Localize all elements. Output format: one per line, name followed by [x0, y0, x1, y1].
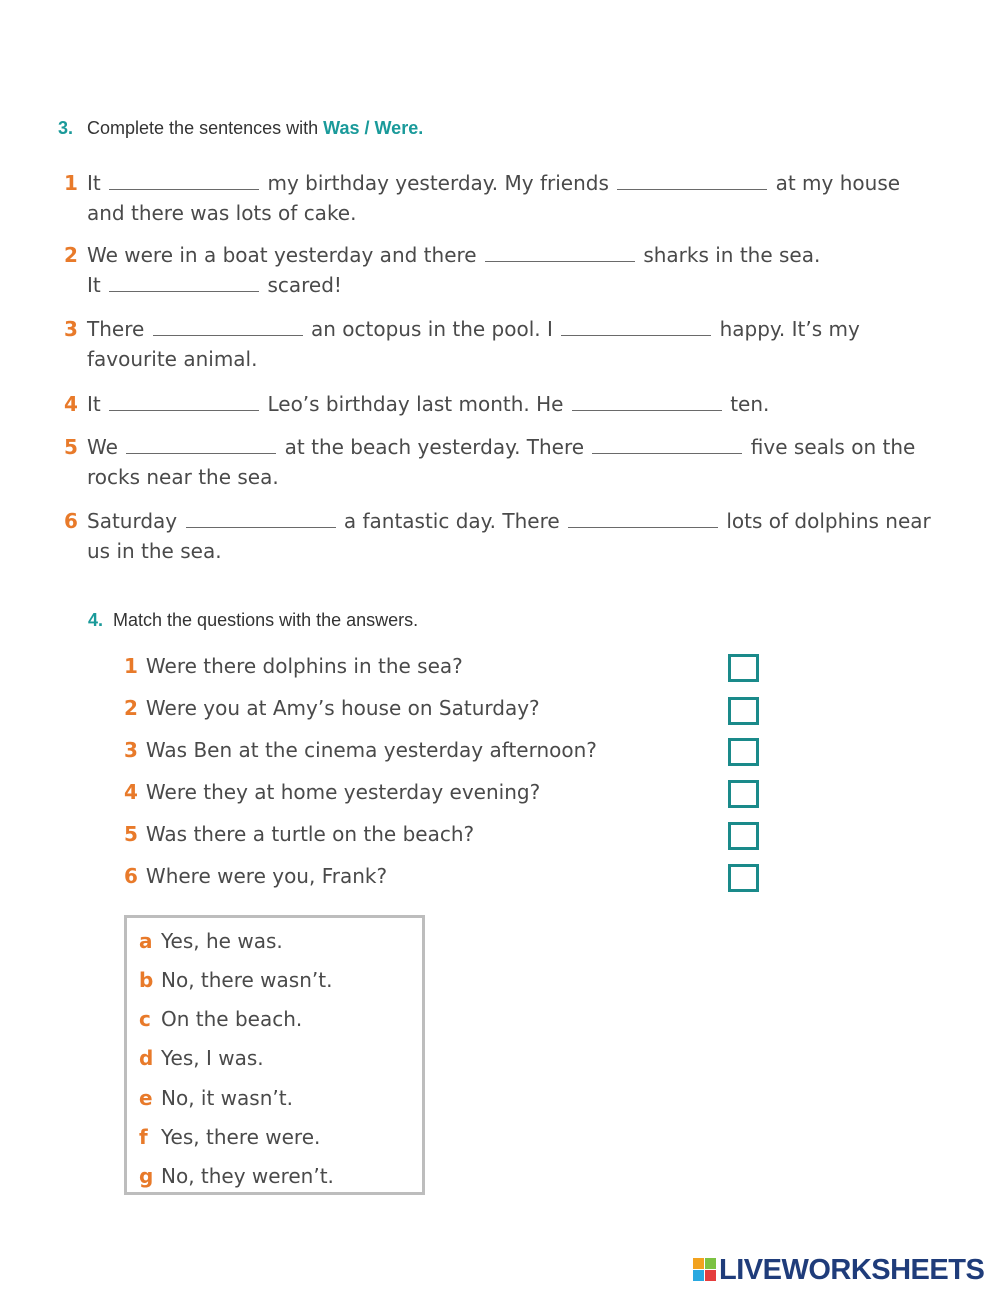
answer-letter: f — [139, 1125, 148, 1149]
question-number: 2 — [124, 696, 138, 720]
sentence-text: There — [87, 317, 145, 341]
exercise-3-keyword: Was / Were. — [323, 118, 424, 138]
answer-text: On the beach. — [161, 1007, 303, 1031]
question-2 — [124, 693, 540, 723]
answer-c — [139, 1005, 302, 1033]
answer-d — [139, 1044, 264, 1072]
question-number: 3 — [124, 738, 138, 762]
answer-f — [139, 1123, 320, 1151]
sentence-number: 6 — [64, 509, 78, 533]
sentence-3 — [64, 314, 944, 374]
question-text: Were they at home yesterday evening? — [145, 780, 541, 804]
exercise-4-number: 4. — [88, 610, 104, 630]
sentence-text: at the beach yesterday. There — [284, 435, 585, 459]
question-text: Were there dolphins in the sea? — [145, 654, 463, 678]
answer-letter: a — [139, 929, 153, 953]
answer-blank[interactable] — [561, 314, 711, 336]
sentence-6 — [64, 506, 944, 566]
sentence-text: We — [87, 435, 118, 459]
answer-box-4[interactable] — [728, 780, 759, 808]
answer-text: No, they weren’t. — [161, 1164, 334, 1188]
answer-text: No, it wasn’t. — [161, 1086, 293, 1110]
sentence-text: It — [87, 273, 101, 297]
answer-blank[interactable] — [109, 270, 259, 292]
question-text: Were you at Amy’s house on Saturday? — [145, 696, 540, 720]
sentence-text: It — [87, 171, 101, 195]
question-text: Was there a turtle on the beach? — [145, 822, 475, 846]
question-number: 4 — [124, 780, 138, 804]
sentence-number: 5 — [64, 435, 78, 459]
answers-panel — [124, 915, 425, 1195]
answer-blank[interactable] — [592, 432, 742, 454]
answer-box-2[interactable] — [728, 697, 759, 725]
exercise-3-number: 3. — [58, 118, 74, 138]
logo-mark-icon — [693, 1258, 717, 1282]
exercise-4-title — [88, 610, 418, 631]
answer-blank[interactable] — [109, 389, 259, 411]
answer-blank[interactable] — [186, 506, 336, 528]
answer-blank[interactable] — [485, 240, 635, 262]
answer-blank[interactable] — [109, 168, 259, 190]
question-5 — [124, 819, 474, 849]
sentence-2 — [64, 240, 944, 300]
answer-blank[interactable] — [617, 168, 767, 190]
question-text: Where were you, Frank? — [145, 864, 388, 888]
sentence-4 — [64, 389, 944, 419]
sentence-text: scared! — [267, 273, 342, 297]
answer-blank[interactable] — [153, 314, 303, 336]
sentence-number: 3 — [64, 317, 78, 341]
answer-blank[interactable] — [126, 432, 276, 454]
answer-letter: b — [139, 968, 154, 992]
answer-e — [139, 1084, 293, 1112]
answer-blank[interactable] — [572, 389, 722, 411]
answer-a — [139, 927, 283, 955]
answer-letter: d — [139, 1046, 154, 1070]
sentence-text: lots of dolphins near us in the sea. — [87, 509, 931, 563]
sentence-number: 4 — [64, 392, 78, 416]
answer-text: Yes, there were. — [161, 1125, 321, 1149]
exercise-3-instruction: Complete the sentences with — [87, 118, 319, 138]
question-4 — [124, 777, 540, 807]
exercise-3-title — [58, 118, 423, 139]
answer-box-3[interactable] — [728, 738, 759, 766]
question-number: 6 — [124, 864, 138, 888]
question-6 — [124, 861, 387, 891]
sentence-text: ten. — [730, 392, 770, 416]
question-number: 5 — [124, 822, 138, 846]
sentence-number: 2 — [64, 243, 78, 267]
question-3 — [124, 735, 597, 765]
sentence-text: my birthday yesterday. My friends — [267, 171, 609, 195]
sentence-number: 1 — [64, 171, 78, 195]
sentence-text: at my house and there was lots of cake. — [87, 171, 901, 225]
answer-box-5[interactable] — [728, 822, 759, 850]
question-1 — [124, 651, 463, 681]
sentence-text: We were in a boat yesterday and there — [87, 243, 477, 267]
sentence-text: an octopus in the pool. I — [311, 317, 553, 341]
answer-g — [139, 1162, 334, 1190]
answer-text: No, there wasn’t. — [161, 968, 333, 992]
sentence-5 — [64, 432, 944, 492]
answer-letter: e — [139, 1086, 153, 1110]
question-text: Was Ben at the cinema yesterday afternoon? — [145, 738, 597, 762]
exercise-4-instruction: Match the questions with the answers. — [113, 610, 419, 630]
sentence-text: It — [87, 392, 101, 416]
sentence-text: Leo’s birthday last month. He — [267, 392, 564, 416]
sentence-text: happy. It’s my favourite animal. — [87, 317, 860, 371]
answer-text: Yes, he was. — [161, 929, 283, 953]
question-number: 1 — [124, 654, 138, 678]
sentence-text: Saturday — [87, 509, 178, 533]
answer-box-1[interactable] — [728, 654, 759, 682]
sentence-text: five seals on the rocks near the sea. — [87, 435, 916, 489]
sentence-text: sharks in the sea. — [643, 243, 821, 267]
answer-blank[interactable] — [568, 506, 718, 528]
liveworksheets-logo — [693, 1254, 984, 1286]
answer-letter: g — [139, 1164, 154, 1188]
answer-box-6[interactable] — [728, 864, 759, 892]
sentence-1 — [64, 168, 944, 228]
sentence-text: a fantastic day. There — [343, 509, 560, 533]
answer-text: Yes, I was. — [161, 1046, 264, 1070]
answer-letter: c — [139, 1007, 151, 1031]
logo-text: LIVEWORKSHEETS — [719, 1253, 985, 1286]
answer-b — [139, 966, 332, 994]
